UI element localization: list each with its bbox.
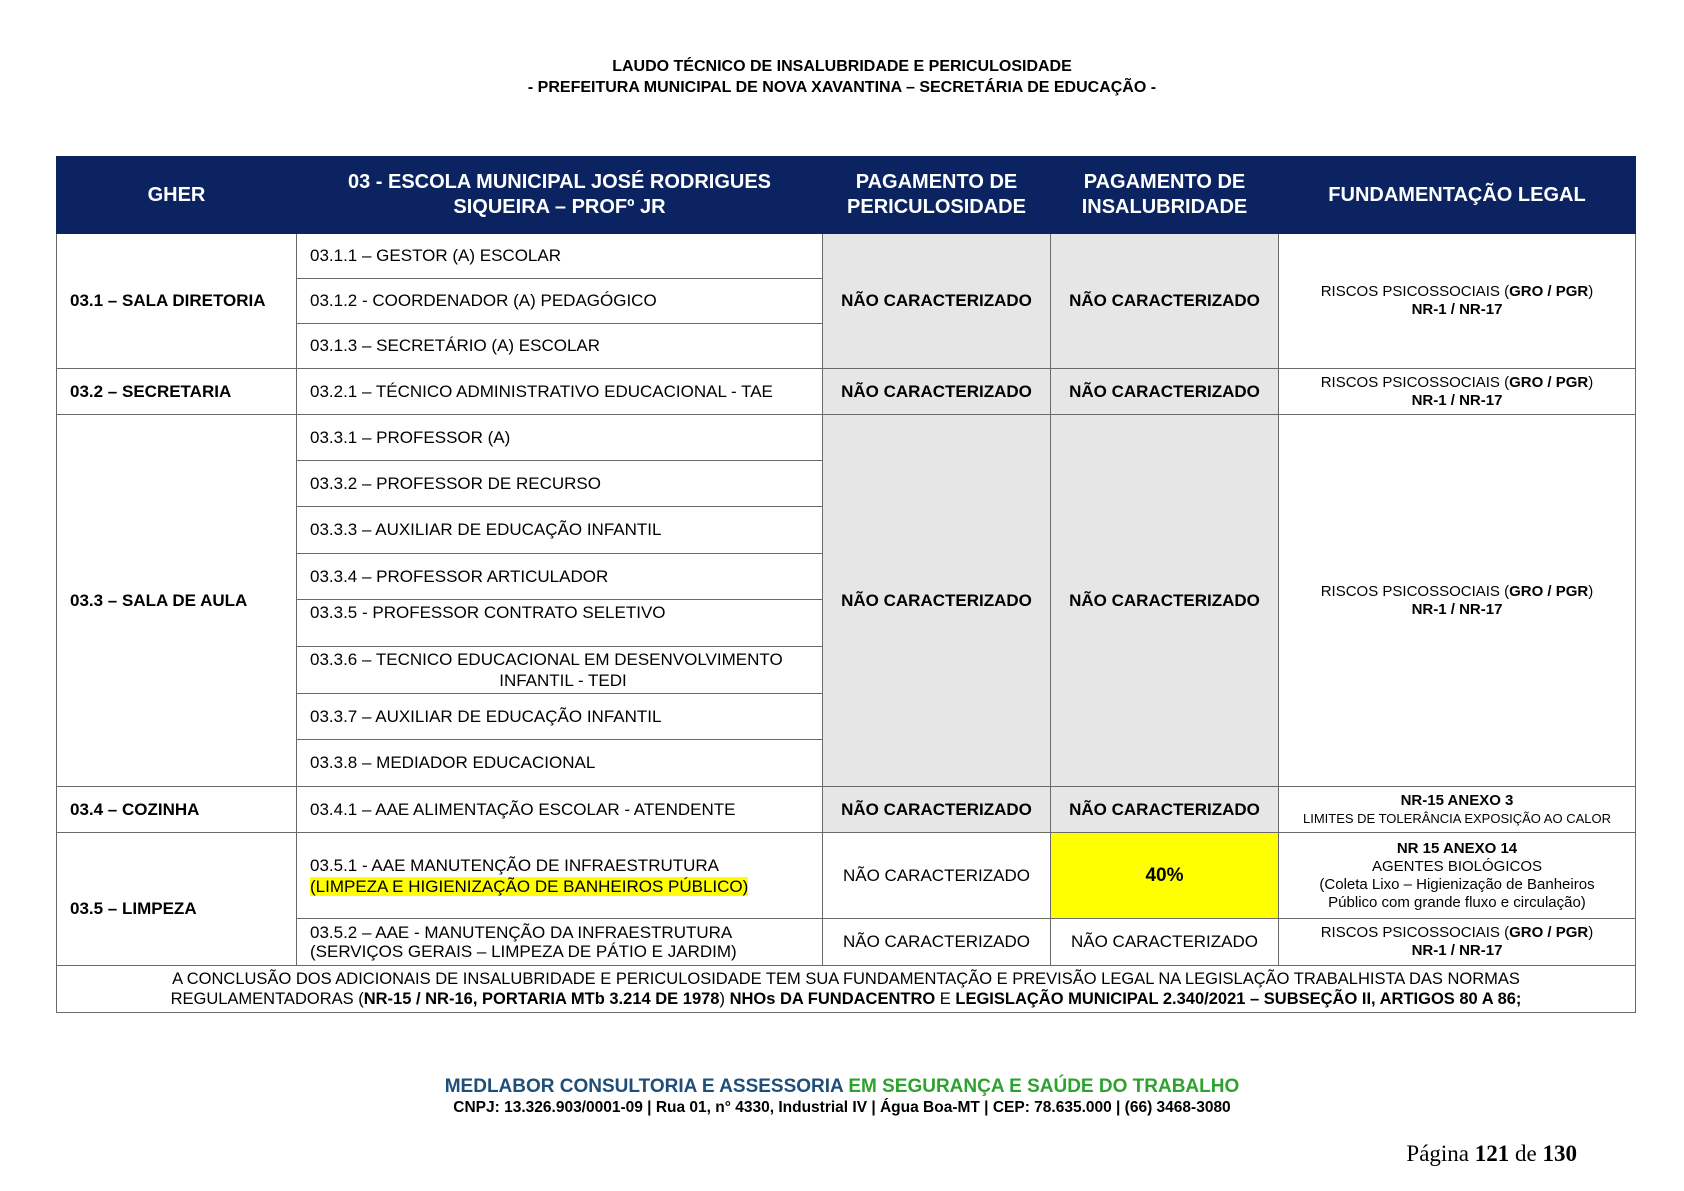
table-row xyxy=(57,787,1636,833)
role-cell: 03.1.3 – SECRETÁRIO (A) ESCOLAR xyxy=(297,324,823,369)
conclusion-text: A CONCLUSÃO DOS ADICIONAIS DE INSALUBRIDADE E PERICULOSIDADE TEM SUA FUNDAMENTAÇÃO E PREVISÃO LEGAL NA LEGISLAÇÃO TRABALHISTA DAS NORMAS REGULAMENTADORAS (NR-15 / NR-16, PORTARIA MTb 3.214 DE 1978) NHOs DA FUNDACENTRO E LEGISLAÇÃO MUNICIPAL 2.340/2021 – SUBSEÇÃO II, ARTIGOS 80 A 86; xyxy=(57,966,1636,1013)
role-cell: 03.5.1 - AAE MANUTENÇÃO DE INFRAESTRUTURA (LIMPEZA E HIGIENIZAÇÃO DE BANHEIROS PÚBLICO) xyxy=(297,833,823,919)
table-header-row xyxy=(57,157,1636,234)
role-cell: 03.3.5 - PROFESSOR CONTRATO SELETIVO xyxy=(297,600,823,647)
role-cell: 03.3.7 – AUXILIAR DE EDUCAÇÃO INFANTIL xyxy=(297,694,823,740)
insalubridade-cell: NÃO CARACTERIZADO xyxy=(1051,919,1279,966)
company-address: CNPJ: 13.326.903/0001-09 | Rua 01, n° 4330, Industrial IV | Água Boa-MT | CEP: 78.635.000 | (66) 3468-3080 xyxy=(453,1099,1231,1116)
col-school: 03 - ESCOLA MUNICIPAL JOSÉ RODRIGUES SIQUEIRA – PROFº JR xyxy=(297,157,823,234)
conclusion-row xyxy=(57,966,1636,1013)
table-row xyxy=(57,415,1636,461)
col-gher: GHER xyxy=(57,157,297,234)
table-row xyxy=(57,234,1636,279)
fundamentacao-cell: RISCOS PSICOSSOCIAIS (GRO / PGR) NR-1 / NR-17 xyxy=(1279,919,1636,966)
insalubridade-cell: NÃO CARACTERIZADO xyxy=(1051,369,1279,415)
role-cell: 03.3.4 – PROFESSOR ARTICULADOR xyxy=(297,554,823,600)
role-cell: 03.1.1 – GESTOR (A) ESCOLAR xyxy=(297,234,823,279)
page-number: Página 121 de 130 xyxy=(1406,1141,1577,1166)
report-title: LAUDO TÉCNICO DE INSALUBRIDADE E PERICULOSIDADE xyxy=(612,58,1072,75)
highlighted-text: (LIMPEZA E HIGIENIZAÇÃO DE BANHEIROS PÚBLICO) xyxy=(310,876,749,896)
role-cell: 03.3.3 – AUXILIAR DE EDUCAÇÃO INFANTIL xyxy=(297,507,823,554)
role-cell: 03.3.6 – TECNICO EDUCACIONAL EM DESENVOLVIMENTO INFANTIL - TEDI xyxy=(297,647,823,694)
group-secretaria: 03.2 – SECRETARIA xyxy=(57,369,297,415)
insalubridade-percent-cell: 40% xyxy=(1051,833,1279,919)
table-row xyxy=(57,369,1636,415)
col-fundamentacao: FUNDAMENTAÇÃO LEGAL xyxy=(1279,157,1636,234)
group-cozinha: 03.4 – COZINHA xyxy=(57,787,297,833)
fundamentacao-cell: NR-15 ANEXO 3 LIMITES DE TOLERÂNCIA EXPOSIÇÃO AO CALOR xyxy=(1279,787,1636,833)
insalubridade-cell: NÃO CARACTERIZADO xyxy=(1051,415,1279,787)
report-subtitle: - PREFEITURA MUNICIPAL DE NOVA XAVANTINA – SECRETÁRIA DE EDUCAÇÃO - xyxy=(527,79,1157,96)
role-cell: 03.3.2 – PROFESSOR DE RECURSO xyxy=(297,461,823,507)
periculosidade-cell: NÃO CARACTERIZADO xyxy=(823,919,1051,966)
gher-table xyxy=(56,156,1636,1013)
role-cell: 03.1.2 - COORDENADOR (A) PEDAGÓGICO xyxy=(297,279,823,324)
group-limpeza: 03.5 – LIMPEZA xyxy=(57,833,297,966)
periculosidade-cell: NÃO CARACTERIZADO xyxy=(823,234,1051,369)
insalubridade-cell: NÃO CARACTERIZADO xyxy=(1051,234,1279,369)
role-cell: 03.2.1 – TÉCNICO ADMINISTRATIVO EDUCACIONAL - TAE xyxy=(297,369,823,415)
periculosidade-cell: NÃO CARACTERIZADO xyxy=(823,787,1051,833)
insalubridade-cell: NÃO CARACTERIZADO xyxy=(1051,787,1279,833)
fundamentacao-cell: RISCOS PSICOSSOCIAIS (GRO / PGR) NR-1 / NR-17 xyxy=(1279,369,1636,415)
periculosidade-cell: NÃO CARACTERIZADO xyxy=(823,833,1051,919)
role-cell: 03.4.1 – AAE ALIMENTAÇÃO ESCOLAR - ATENDENTE xyxy=(297,787,823,833)
fundamentacao-cell: RISCOS PSICOSSOCIAIS (GRO / PGR) NR-1 / NR-17 xyxy=(1279,415,1636,787)
periculosidade-cell: NÃO CARACTERIZADO xyxy=(823,369,1051,415)
col-insalubridade: PAGAMENTO DE INSALUBRIDADE xyxy=(1051,157,1279,234)
group-sala-de-aula: 03.3 – SALA DE AULA xyxy=(57,415,297,787)
role-cell: 03.3.8 – MEDIADOR EDUCACIONAL xyxy=(297,740,823,787)
col-periculosidade: PAGAMENTO DE PERICULOSIDADE xyxy=(823,157,1051,234)
fundamentacao-cell: RISCOS PSICOSSOCIAIS (GRO / PGR) NR-1 / NR-17 xyxy=(1279,234,1636,369)
role-cell: 03.5.2 – AAE - MANUTENÇÃO DA INFRAESTRUTURA (SERVIÇOS GERAIS – LIMPEZA DE PÁTIO E JARDIM) xyxy=(297,919,823,966)
fundamentacao-cell: NR 15 ANEXO 14 AGENTES BIOLÓGICOS (Coleta Lixo – Higienização de Banheiros Público com grande fluxo e circulação) xyxy=(1279,833,1636,919)
table-row xyxy=(57,833,1636,919)
group-sala-diretoria: 03.1 – SALA DIRETORIA xyxy=(57,234,297,369)
company-name: MEDLABOR CONSULTORIA E ASSESSORIA EM SEGURANÇA E SAÚDE DO TRABALHO xyxy=(444,1076,1240,1097)
periculosidade-cell: NÃO CARACTERIZADO xyxy=(823,415,1051,787)
role-cell: 03.3.1 – PROFESSOR (A) xyxy=(297,415,823,461)
